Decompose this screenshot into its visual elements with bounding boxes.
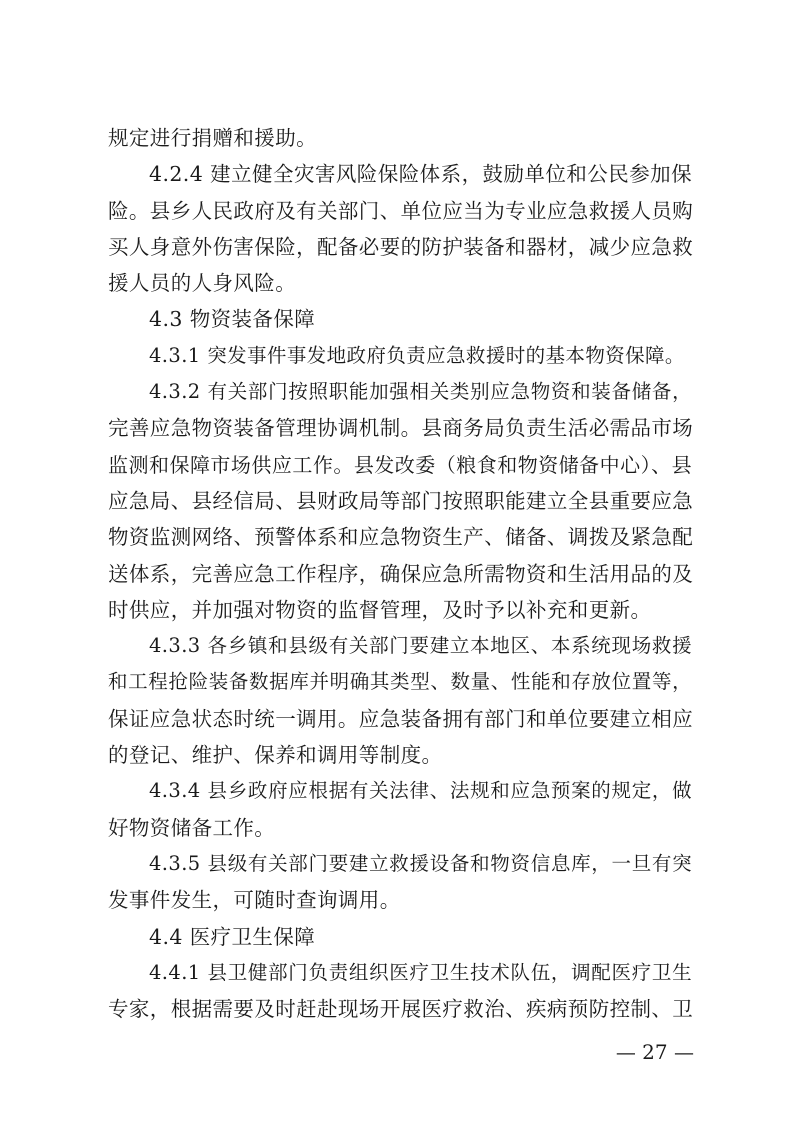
text-line: 的登记、维护、保养和调用等制度。 [108,743,443,768]
text-line: 保证应急状态时统一调用。应急装备拥有部门和单位要建立相应 [108,706,694,731]
text-line: 4.4.1 县卫健部门负责组织医疗卫生技术队伍，调配医疗卫生 [149,960,692,984]
text-line: 好物资储备工作。 [108,815,276,840]
text-line: 4.3.5 县级有关部门要建立救援设备和物资信息库，一旦有突 [149,851,692,875]
text-line: 4.2.4 建立健全灾害风险保险体系，鼓励单位和公民参加保 [149,162,692,187]
text-line: 4.3 物资装备保障 [149,307,316,332]
text-line: 物资监测网络、预警体系和应急物资生产、储备、调拨及紧急配 [108,525,694,550]
text-line: 4.3.4 县乡政府应根据有关法律、法规和应急预案的规定，做 [149,779,692,803]
text-line: 专家，根据需要及时赶赴现场开展医疗救治、疾病预防控制、卫 [108,997,694,1022]
text-line: 应急局、县经信局、县财政局等部门按照职能建立全县重要应急 [108,488,694,513]
text-line: 发事件发生，可随时查询调用。 [108,888,401,913]
text-line: 险。县乡人民政府及有关部门、单位应当为专业应急救援人员购 [108,198,694,223]
text-line: 规定进行捐赠和援助。 [108,126,317,150]
text-line: 和工程抢险装备数据库并明确其类型、数量、性能和存放位置等， [108,670,692,694]
document-body [108,120,692,1027]
text-line: 监测和保障市场供应工作。县发改委（粮食和物资储备中心）、县 [108,452,692,477]
text-line: 援人员的人身风险。 [108,271,297,296]
text-line: 完善应急物资装备管理协调机制。县商务局负责生活必需品市场 [108,416,694,441]
text-line: 4.3.1 突发事件事发地政府负责应急救援时的基本物资保障。 [149,343,685,367]
page-number: — 27 — [615,1040,694,1064]
text-line: 买人身意外伤害保险，配备必要的防护装备和器材，减少应急救 [108,234,694,259]
text-line: 4.3.2 有关部门按照职能加强相关类别应急物资和装备储备， [149,380,692,404]
text-line: 4.3.3 各乡镇和县级有关部门要建立本地区、本系统现场救援 [149,634,692,658]
text-line: 4.4 医疗卫生保障 [149,924,316,949]
text-line: 送体系，完善应急工作程序，确保应急所需物资和生活用品的及 [108,561,694,586]
text-line: 时供应，并加强对物资的监督管理，及时予以补充和更新。 [108,597,652,622]
